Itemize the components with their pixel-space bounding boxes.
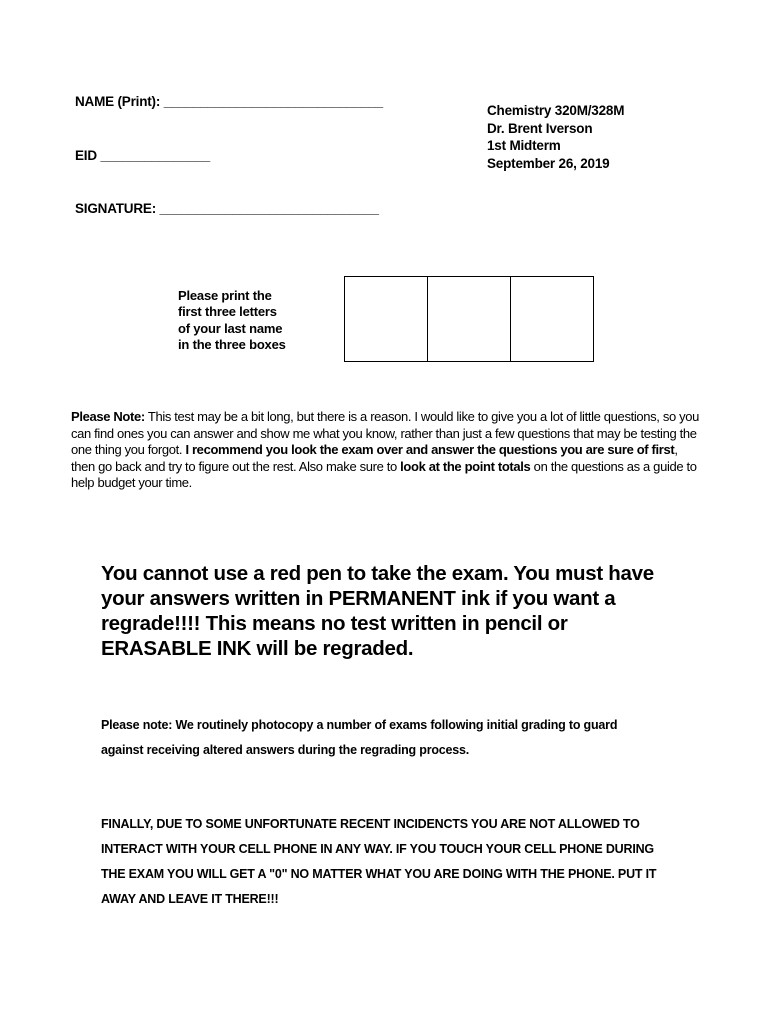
note-text: This test may be a bit long, but there is a reason. I would like to give you a lot of little questions, so you can find ones you can answer and show me what you know, rather than just a few questions that may be testing the one thing you forgot. — [71, 409, 700, 458]
box-instructions — [178, 288, 286, 353]
course-instructor: Dr. Brent Iverson — [487, 120, 593, 136]
cell-phone-notice: FINALLY, DUE TO SOME UNFORTUNATE RECENT INCIDENCTS YOU ARE NOT ALLOWED TO INTERACT WITH YOUR CELL PHONE IN ANY WAY. IF YOU TOUCH YOUR CELL PHONE DURING THE EXAM YOU WILL GET A "0" NO MATTER WHAT YOU ARE DOING WITH THE PHONE. PUT IT AWAY AND LEAVE IT THERE!!! — [101, 817, 657, 906]
letter-box-1[interactable] — [345, 277, 427, 361]
eid-field[interactable]: EID _______________ — [75, 148, 211, 163]
letter-boxes — [344, 276, 594, 362]
signature-field[interactable]: SIGNATURE: ______________________________ — [75, 201, 379, 216]
note-emphasis: I recommend you look the exam over and answer the questions you are sure of first — [185, 442, 675, 458]
instruction-line: Please print the — [178, 288, 272, 303]
red-pen-warning: You cannot use a red pen to take the exam. You must have your answers written in PERMANENT ink if you want a regrade!!!! This means no test written in pencil or ERASABLE INK will be regraded. — [101, 562, 654, 660]
letter-box-2[interactable] — [427, 277, 510, 361]
instruction-line: of your last name — [178, 320, 283, 336]
please-note-paragraph — [71, 409, 701, 492]
note-text: on the questions as a guide to help budget your time. — [71, 458, 697, 491]
name-field[interactable]: NAME (Print): ______________________________ — [75, 94, 383, 109]
note-emphasis: look at the point totals — [400, 458, 531, 474]
note-text: , then go back and try to figure out the rest. Also make sure to — [71, 442, 678, 474]
exam-name: 1st Midterm — [487, 138, 561, 153]
exam-date: September 26, 2019 — [487, 155, 610, 171]
note-label: Please Note: — [71, 409, 145, 424]
photocopy-note: Please note: We routinely photocopy a number of exams following initial grading to guard against receiving altered answers during the regrading process. — [101, 718, 618, 757]
instruction-line: first three letters — [178, 304, 277, 320]
instruction-line: in the three boxes — [178, 336, 286, 352]
course-info — [487, 102, 624, 172]
letter-box-3[interactable] — [510, 277, 593, 361]
course-title: Chemistry 320M/328M — [487, 103, 625, 118]
